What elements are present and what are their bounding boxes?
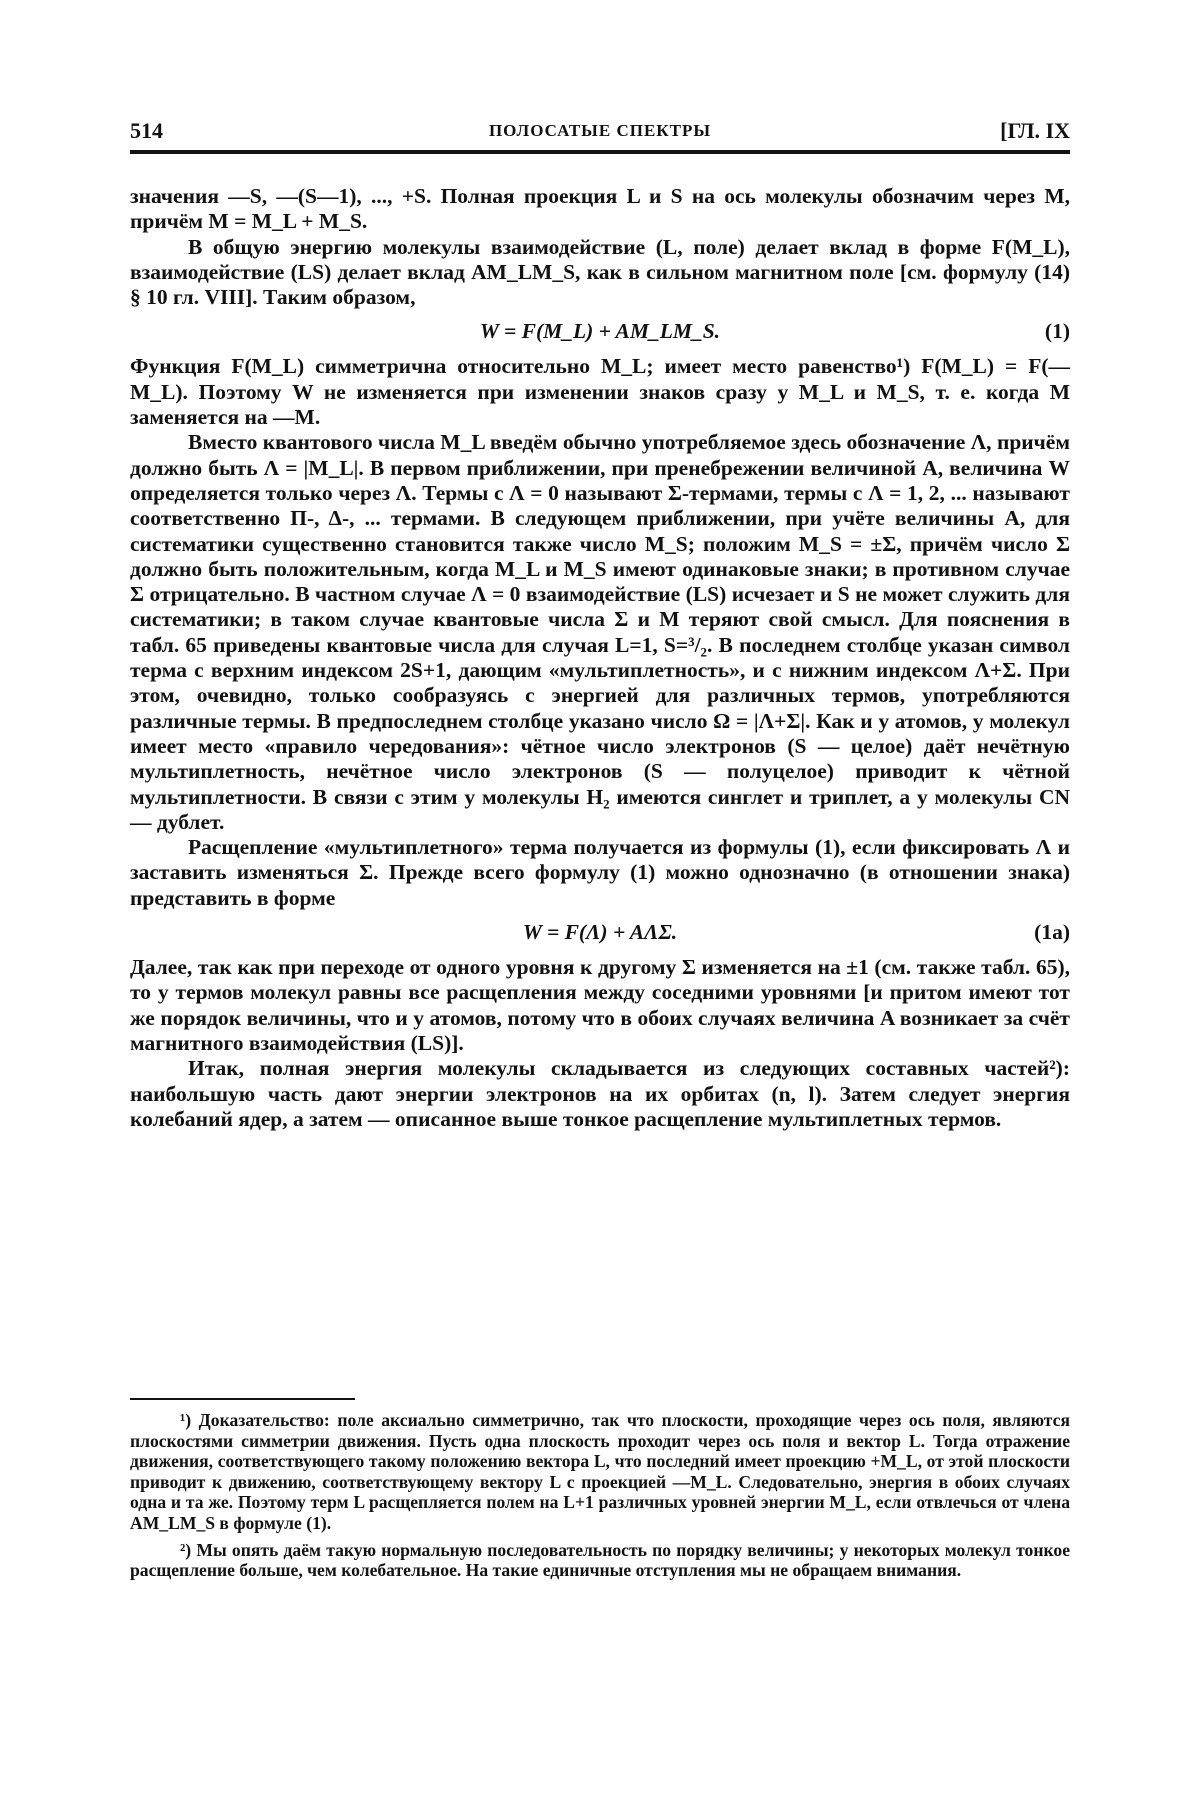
paragraph-2: В общую энергию молекулы взаимодействие (L, поле) делает вклад в форме F(M_L), взаимодействие (LS) делает вклад AM_LM_S, как в сильном магнитном поле [см. формулу (14) § 10 гл. VIII]. Таким образом, [130, 234, 1070, 310]
paragraph-5: Расщепление «мультиплетного» терма получается из формулы (1), если фиксировать Λ и заставить изменяться Σ. Прежде всего формулу (1) можно однозначно (в отношении знака) представить в форме [130, 835, 1070, 910]
equation-1a [130, 914, 1070, 952]
equation-1 [130, 313, 1070, 351]
running-title: ПОЛОСАТЫЕ СПЕКТРЫ [488, 121, 712, 140]
footnote-rule [130, 1398, 355, 1400]
paragraph-1: значения —S, —(S—1), ..., +S. Полная проекция L и S на ось молекулы обозначим через M, причём M = M_L + M_S. [130, 184, 1070, 234]
paragraph-7: Итак, полная энергия молекулы складывается из следующих составных частей²): наибольшую часть дают энергии электронов на их орбитах (n, l). Затем следует энергия колебаний ядер, а затем — описанное выше тонкое расщепление мультиплетных термов. [130, 1056, 1070, 1131]
main-text [130, 184, 1070, 1132]
running-head [130, 118, 1070, 148]
equation-1-expression: W = F(M_L) + AM_LM_S. [479, 319, 721, 344]
header-rule [130, 150, 1070, 154]
footnote-1: ¹) Доказательство: поле аксиально симметрично, так что плоскости, проходящие через ось поля, являются плоскостями симметрии движения. Пусть одна плоскость проходит через ось поля и вектор L. Тогда отражение движения, соответствующего такому положению вектора L, что последний имеет проекцию +M_L, от этой плоскости приводит к движению, соответствующему вектору L с проекцией —M_L. Следовательно, энергия в обоих случаях одна и та же. Поэтому терм L расщепляется полем на L+1 различных уровней энергии M_L, если отвлечься от члена AM_LM_S в формуле (1). [130, 1410, 1070, 1533]
paragraph-4: Вместо квантового числа M_L введём обычно употребляемое здесь обозначение Λ, причём должно быть Λ = |M_L|. В первом приближении, при пренебрежении величиной A, величина W определяется только через Λ. Термы с Λ = 0 называют Σ-термами, термы с Λ = 1, 2, ... называют соответственно Π-, Δ-, ... термами. В следующем приближении, при учёте величины A, для систематики существенно становится также число M_S; положим M_S = ±Σ, причём число Σ должно быть положительным, когда M_L и M_S имеют одинаковые знаки; в противном случае Σ отрицательно. В частном случае Λ = 0 взаимодействие (LS) исчезает и S не может служить для систематики; в таком случае квантовые числа Σ и M теряют свой смысл. Для пояснения в табл. 65 приведены квантовые числа для случая L=1, S=³/₂. В последнем столбце указан символ терма с верхним индексом 2S+1, дающим «мультиплетность», и с нижним индексом Λ+Σ. При этом, очевидно, только сообразуясь с энергией для различных термов, употребляются различные термы. В предпоследнем столбце указано число Ω = |Λ+Σ|. Как и у атомов, у молекул имеет место «правило чередования»: чётное число электронов (S — целое) даёт нечётную мультиплетность, нечётное число электронов (S — полуцелое) приводит к чётной мультиплетности. В связи с этим у молекулы H₂ имеются синглет и триплет, а у молекулы CN — дублет. [130, 430, 1070, 834]
paragraph-6: Далее, так как при переходе от одного уровня к другому Σ изменяется на ±1 (см. также табл. 65), то у термов молекул равны все расщепления между соседними уровнями [и притом имеют тот же порядок величины, что и у атомов, потому что в обоих случаях величина A возникает за счёт магнитного взаимодействия (LS)]. [130, 955, 1070, 1055]
chapter-label: [ГЛ. IX [1000, 118, 1070, 143]
equation-1a-expression: W = F(Λ) + AΛΣ. [522, 920, 678, 945]
paragraph-3: Функция F(M_L) симметрична относительно M_L; имеет место равенство¹) F(M_L) = F(—M_L). Поэтому W не изменяется при изменении знаков сразу у M_L и M_S, т. е. когда M заменяется на —M. [130, 354, 1070, 430]
footnote-2: ²) Мы опять даём такую нормальную последовательность по порядку величины; у некоторых молекул тонкое расщепление больше, чем колебательное. На такие единичные отступления мы не обращаем внимания. [130, 1539, 1070, 1581]
equation-1-number: (1) [1044, 319, 1070, 344]
equation-1a-number: (1a) [1034, 920, 1070, 945]
footnotes [130, 1410, 1070, 1587]
page-number: 514 [130, 118, 163, 143]
